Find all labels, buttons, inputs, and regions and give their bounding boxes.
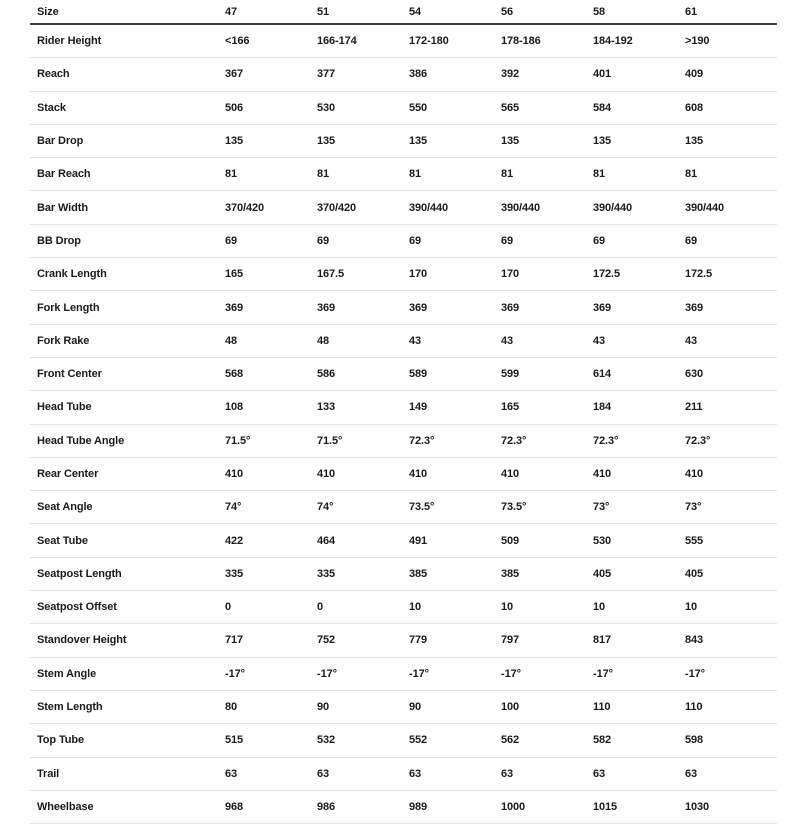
cell-value: 405: [685, 567, 704, 580]
header-col-size-61: 61: [685, 5, 698, 18]
cell-value: 170: [501, 268, 520, 281]
cell-value: 335: [225, 567, 244, 580]
table-row: [30, 425, 777, 458]
row-label: Front Center: [37, 368, 102, 381]
cell-value: -17°: [593, 667, 613, 680]
cell-value: 63: [317, 767, 330, 780]
cell-value: 167.5: [317, 268, 345, 281]
table-row: [30, 191, 777, 224]
cell-value: 69: [501, 234, 514, 247]
cell-value: 464: [317, 534, 336, 547]
cell-value: -17°: [409, 667, 429, 680]
cell-value: 48: [317, 334, 330, 347]
cell-value: 90: [409, 701, 422, 714]
cell-value: 410: [501, 468, 520, 480]
cell-value: 73.5°: [409, 501, 435, 514]
table-row: [30, 558, 777, 591]
cell-value: 369: [501, 301, 520, 314]
cell-value: 369: [593, 301, 612, 314]
cell-value: -17°: [317, 667, 337, 680]
cell-value: 390/440: [593, 201, 633, 214]
cell-value: 401: [593, 68, 612, 81]
header-col-size-56: 56: [501, 5, 514, 18]
row-label: Stem Angle: [37, 667, 97, 680]
cell-value: 133: [317, 401, 336, 414]
cell-value: 392: [501, 68, 520, 81]
cell-value: 506: [225, 101, 244, 114]
cell-value: 135: [225, 135, 244, 148]
cell-value: 184-192: [593, 35, 633, 48]
cell-value: 43: [593, 334, 606, 347]
cell-value: 390/440: [409, 201, 449, 214]
cell-value: 614: [593, 368, 612, 381]
cell-value: 752: [317, 634, 336, 647]
cell-value: 63: [685, 767, 698, 780]
row-label: Head Tube: [37, 401, 92, 414]
cell-value: 63: [225, 767, 238, 780]
cell-value: 555: [685, 534, 704, 547]
row-label: Fork Rake: [37, 334, 90, 347]
cell-value: 369: [225, 301, 244, 314]
row-label: BB Drop: [37, 234, 81, 247]
cell-value: 165: [225, 268, 244, 281]
cell-value: 81: [593, 168, 606, 181]
cell-value: 598: [685, 734, 704, 747]
cell-value: 172-180: [409, 35, 449, 48]
cell-value: 135: [685, 135, 704, 148]
cell-value: 135: [409, 135, 428, 148]
cell-value: 843: [685, 634, 704, 647]
cell-value: 797: [501, 634, 520, 647]
cell-value: 72.3°: [501, 434, 527, 447]
cell-value: 211: [685, 401, 703, 414]
cell-value: 370/420: [225, 201, 265, 214]
cell-value: 405: [593, 567, 612, 580]
cell-value: 491: [409, 534, 428, 547]
cell-value: -17°: [501, 667, 521, 680]
cell-value: 562: [501, 734, 520, 747]
row-label: Bar Drop: [37, 135, 84, 148]
cell-value: 43: [409, 334, 422, 347]
header-col-size-47: 47: [225, 5, 238, 18]
row-label: Wheelbase: [37, 800, 94, 813]
row-label: Head Tube Angle: [37, 434, 125, 447]
table-row: [30, 524, 777, 557]
cell-value: 386: [409, 68, 428, 81]
cell-value: 1000: [501, 800, 526, 813]
row-label: Seatpost Offset: [37, 601, 117, 614]
cell-value: 410: [225, 468, 244, 480]
header-col-size-51: 51: [317, 5, 330, 18]
table-row: [30, 458, 777, 491]
cell-value: 90: [317, 701, 330, 714]
table-row: [30, 358, 777, 391]
cell-value: 81: [317, 168, 330, 181]
row-label: Bar Width: [37, 201, 88, 214]
row-label: Seat Tube: [37, 534, 88, 547]
cell-value: 81: [685, 168, 698, 181]
table-row: [30, 791, 777, 824]
row-label: Rear Center: [37, 468, 99, 480]
row-label: Stem Length: [37, 701, 103, 714]
cell-value: 108: [225, 401, 244, 414]
cell-value: 72.3°: [685, 434, 711, 447]
cell-value: 10: [593, 601, 606, 614]
table-row: [30, 591, 777, 624]
cell-value: 410: [593, 468, 612, 480]
cell-value: 170: [409, 268, 428, 281]
cell-value: 584: [593, 101, 612, 114]
table-row: [30, 25, 777, 58]
table-row: [30, 491, 777, 524]
geometry-table: [30, 0, 777, 824]
cell-value: 165: [501, 401, 520, 414]
cell-value: 779: [409, 634, 428, 647]
cell-value: 968: [225, 800, 244, 813]
cell-value: <166: [225, 35, 250, 48]
cell-value: 1030: [685, 800, 710, 813]
table-row: [30, 758, 777, 791]
table-row: [30, 325, 777, 358]
cell-value: 390/440: [685, 201, 725, 214]
cell-value: 10: [409, 601, 422, 614]
cell-value: 10: [501, 601, 514, 614]
table-row: [30, 125, 777, 158]
row-label: Rider Height: [37, 35, 102, 48]
cell-value: 717: [225, 634, 244, 647]
cell-value: 74°: [225, 501, 242, 514]
cell-value: 422: [225, 534, 244, 547]
cell-value: 43: [685, 334, 698, 347]
cell-value: 71.5°: [225, 434, 251, 447]
cell-value: 369: [317, 301, 336, 314]
cell-value: 385: [501, 567, 520, 580]
cell-value: 69: [685, 234, 698, 247]
cell-value: 410: [317, 468, 336, 480]
cell-value: 81: [409, 168, 422, 181]
header-col-size-54: 54: [409, 5, 422, 18]
cell-value: 369: [409, 301, 428, 314]
cell-value: 515: [225, 734, 244, 747]
cell-value: 0: [225, 601, 232, 614]
row-label: Crank Length: [37, 268, 107, 281]
cell-value: 63: [593, 767, 606, 780]
cell-value: 166-174: [317, 35, 357, 48]
cell-value: 63: [409, 767, 422, 780]
table-row: [30, 225, 777, 258]
table-row: [30, 624, 777, 657]
cell-value: 568: [225, 368, 244, 381]
cell-value: 110: [685, 701, 703, 714]
header-size-label: Size: [37, 5, 59, 18]
cell-value: 72.3°: [593, 434, 619, 447]
cell-value: 172.5: [593, 268, 621, 281]
cell-value: 71.5°: [317, 434, 343, 447]
cell-value: 135: [501, 135, 520, 148]
cell-value: 69: [225, 234, 238, 247]
cell-value: 100: [501, 701, 520, 714]
cell-value: 509: [501, 534, 520, 547]
cell-value: 530: [317, 101, 336, 114]
cell-value: >190: [685, 35, 710, 48]
cell-value: 817: [593, 634, 612, 647]
cell-value: 172.5: [685, 268, 713, 281]
cell-value: 589: [409, 368, 428, 381]
cell-value: 370/420: [317, 201, 357, 214]
table-row: [30, 691, 777, 724]
cell-value: 410: [409, 468, 428, 480]
cell-value: 80: [225, 701, 238, 714]
cell-value: 10: [685, 601, 698, 614]
table-row: [30, 92, 777, 125]
cell-value: 530: [593, 534, 612, 547]
cell-value: 0: [317, 601, 324, 614]
row-label: Bar Reach: [37, 168, 91, 181]
cell-value: 608: [685, 101, 704, 114]
cell-value: 178-186: [501, 35, 541, 48]
cell-value: 73.5°: [501, 501, 527, 514]
cell-value: 586: [317, 368, 336, 381]
cell-value: -17°: [225, 667, 245, 680]
cell-value: 565: [501, 101, 520, 114]
row-label: Top Tube: [37, 734, 85, 747]
table-row: [30, 391, 777, 424]
row-label: Reach: [37, 68, 70, 81]
cell-value: 1015: [593, 800, 618, 813]
table-row: [30, 291, 777, 324]
cell-value: 135: [593, 135, 612, 148]
row-label: Trail: [37, 767, 60, 780]
cell-value: 550: [409, 101, 428, 114]
table-row: [30, 724, 777, 757]
cell-value: 184: [593, 401, 612, 414]
table-row: [30, 58, 777, 91]
cell-value: 410: [685, 468, 704, 480]
table-row: [30, 258, 777, 291]
cell-value: 552: [409, 734, 428, 747]
cell-value: 48: [225, 334, 238, 347]
cell-value: 110: [593, 701, 611, 714]
row-label: Seatpost Length: [37, 567, 122, 580]
cell-value: 385: [409, 567, 428, 580]
cell-value: 73°: [593, 501, 610, 514]
cell-value: 69: [593, 234, 606, 247]
cell-value: 986: [317, 800, 336, 813]
cell-value: 335: [317, 567, 336, 580]
row-label: Fork Length: [37, 301, 100, 314]
cell-value: 377: [317, 68, 336, 81]
row-label: Stack: [37, 101, 66, 114]
cell-value: 81: [225, 168, 238, 181]
cell-value: 72.3°: [409, 434, 435, 447]
cell-value: 135: [317, 135, 336, 148]
table-row: [30, 158, 777, 191]
cell-value: 69: [409, 234, 422, 247]
cell-value: 367: [225, 68, 244, 81]
cell-value: 582: [593, 734, 612, 747]
cell-value: 599: [501, 368, 520, 381]
cell-value: -17°: [685, 667, 705, 680]
cell-value: 74°: [317, 501, 334, 514]
cell-value: 149: [409, 401, 428, 414]
cell-value: 73°: [685, 501, 702, 514]
row-label: Standover Height: [37, 634, 127, 647]
cell-value: 989: [409, 800, 428, 813]
table-row: [30, 658, 777, 691]
cell-value: 63: [501, 767, 514, 780]
cell-value: 369: [685, 301, 704, 314]
header-col-size-58: 58: [593, 5, 606, 18]
cell-value: 43: [501, 334, 514, 347]
cell-value: 69: [317, 234, 330, 247]
table-body: [30, 25, 777, 824]
row-label: Seat Angle: [37, 501, 93, 514]
cell-value: 532: [317, 734, 336, 747]
cell-value: 630: [685, 368, 704, 381]
cell-value: 409: [685, 68, 704, 81]
cell-value: 390/440: [501, 201, 541, 214]
cell-value: 81: [501, 168, 514, 181]
table-header-row: [30, 0, 777, 25]
